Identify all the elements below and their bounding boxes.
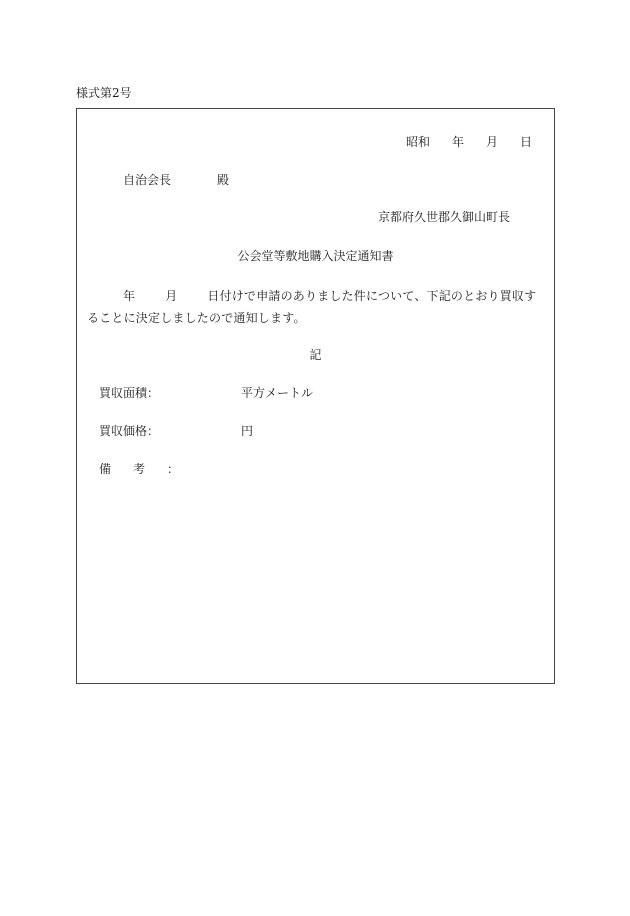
document-title: 公会堂等敷地購入決定通知書 — [237, 249, 394, 263]
body-sentence: 日付けで申請のありました件について、下記のとおり買収することに決定しましたので通知します。 — [87, 289, 537, 325]
addressee-honorific: 殿 — [217, 173, 230, 187]
date-month: 月 — [485, 135, 498, 149]
purchase-area-row — [99, 384, 313, 401]
notice-frame — [76, 108, 555, 684]
date-line — [406, 133, 532, 150]
purchase-price-row — [99, 422, 253, 439]
remarks-row — [99, 460, 241, 477]
body-text — [87, 285, 544, 329]
form-number: 様式第2号 — [76, 86, 132, 100]
remarks-label: 備考： — [99, 462, 202, 476]
date-era: 昭和 — [405, 135, 430, 149]
date-year: 年 — [451, 135, 464, 149]
body-year: 年 — [123, 289, 136, 303]
body-month: 月 — [165, 289, 178, 303]
purchase-price-label: 買収価格： — [99, 424, 160, 438]
purchase-area-label: 買収面積： — [99, 386, 160, 400]
date-day: 日 — [519, 135, 532, 149]
purchase-area-unit: 平方メートル — [241, 386, 314, 400]
issuer: 京都府久世郡久御山町長 — [377, 210, 510, 224]
record-heading: 記 — [309, 348, 322, 362]
addressee — [123, 171, 229, 188]
addressee-title: 自治会長 — [123, 173, 172, 187]
purchase-price-unit: 円 — [241, 424, 254, 438]
